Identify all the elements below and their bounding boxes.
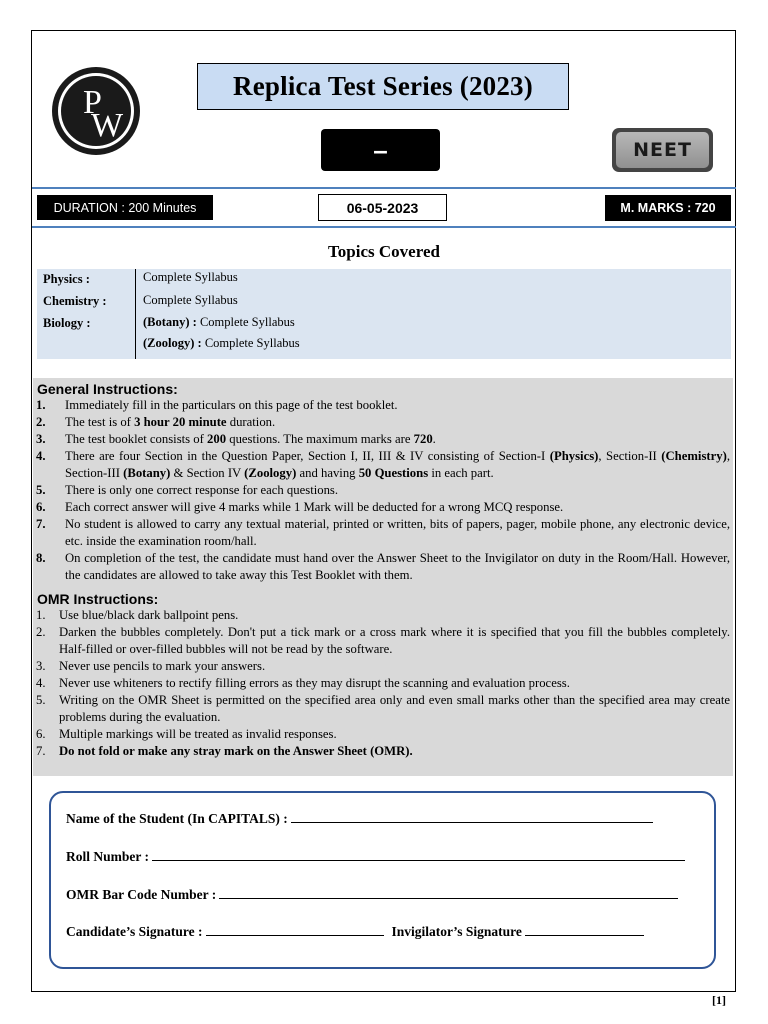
student-name-label: Name of the Student (In CAPITALS) :: [66, 811, 288, 826]
topics-table: [37, 269, 731, 359]
item-number: 2.: [36, 625, 46, 639]
list-item: [33, 499, 733, 516]
zoology-value: Complete Syllabus: [201, 336, 300, 350]
test-title: Replica Test Series (2023): [197, 63, 569, 110]
botany-label: (Botany) :: [143, 315, 197, 329]
list-item: [33, 675, 733, 692]
list-item: [33, 624, 733, 658]
topics-divider: [135, 269, 136, 359]
item-number: 8.: [36, 551, 46, 565]
item-bold: (Chemistry): [661, 449, 727, 463]
item-text: Each correct answer will give 4 marks while 1 Mark will be deducted for a wrong MCQ response.: [65, 500, 564, 514]
list-item: [33, 692, 733, 726]
item-text: There is only one correct response for each questions.: [65, 483, 339, 497]
list-item: [33, 726, 733, 743]
item-bold: 50 Questions: [358, 466, 429, 480]
item-number: 3.: [36, 659, 46, 673]
topic-label-biology: Biology :: [43, 316, 91, 330]
item-text: There are four Section in the Question Paper, Section I, II, III & IV consisting of Section-I: [65, 449, 550, 463]
omr-code-label: OMR Bar Code Number :: [66, 887, 217, 902]
item-text: No student is allowed to carry any textual material, printed or written, bits of papers, pager, mobile phone, any electronic device, etc. inside the examination room/hall.: [65, 517, 730, 548]
candidate-signature-field[interactable]: [206, 923, 384, 936]
item-text: On completion of the test, the candidate must hand over the Answer Sheet to the Invigilator on duty in the Room/Hall. However, the candidates are allowed to take away this Test Booklet with them.: [65, 551, 730, 582]
omr-code-row: [66, 886, 678, 903]
invigilator-signature-field[interactable]: [525, 923, 644, 936]
divider-bottom: [32, 226, 736, 228]
list-item: [33, 743, 733, 760]
omr-instructions-list: [33, 607, 733, 760]
list-item: [33, 658, 733, 675]
signature-row: [66, 923, 644, 940]
item-text: The test is of: [65, 415, 135, 429]
item-number: 4.: [36, 449, 46, 463]
student-name-row: [66, 810, 653, 827]
item-text: Immediately fill in the particulars on this page of the test booklet.: [65, 398, 398, 412]
roll-number-row: [66, 848, 685, 865]
topic-value-zoology: [143, 336, 300, 351]
list-item: [33, 516, 733, 550]
item-text: Never use pencils to mark your answers.: [59, 659, 266, 673]
list-item: [33, 482, 733, 499]
item-text: Multiple markings will be treated as invalid responses.: [59, 727, 337, 741]
neet-badge: [612, 128, 713, 172]
item-number: 6.: [36, 500, 46, 514]
list-item: [33, 431, 733, 448]
duration-badge: DURATION : 200 Minutes: [37, 195, 213, 220]
list-item: [33, 397, 733, 414]
item-bold: (Botany): [123, 466, 171, 480]
instructions-panel: [33, 378, 733, 776]
item-number: 7.: [36, 744, 46, 758]
student-name-field[interactable]: [291, 810, 653, 823]
item-bold: (Zoology): [244, 466, 297, 480]
item-text: .: [432, 432, 436, 446]
paper-code-box: –: [321, 129, 440, 171]
item-number: 7.: [36, 517, 46, 531]
invigilator-signature-label: Invigilator’s Signature: [391, 924, 522, 939]
topic-value-physics: Complete Syllabus: [143, 270, 238, 284]
item-bold: 3 hour 20 minute: [134, 415, 227, 429]
general-instructions-list: [33, 397, 733, 584]
item-number: 6.: [36, 727, 46, 741]
item-text: Writing on the OMR Sheet is permitted on the specified area only and even small marks other than the specified area may create problems during the evaluation.: [59, 693, 730, 724]
item-number: 3.: [36, 432, 46, 446]
item-text: Use blue/black dark ballpoint pens.: [59, 608, 239, 622]
item-bold: 200: [207, 432, 227, 446]
roll-number-label: Roll Number :: [66, 849, 149, 864]
item-text: in each part.: [428, 466, 494, 480]
list-item: [33, 448, 733, 482]
item-text: Darken the bubbles completely. Don't put a tick mark or a cross mark where it is specified that you fill the bubbles completely. Half-filled or over-filled bubbles will not be read by the software.: [59, 625, 730, 656]
item-bold: 720: [413, 432, 433, 446]
topic-label-physics: Physics :: [43, 272, 90, 286]
item-number: 2.: [36, 415, 46, 429]
item-number: 1.: [36, 608, 46, 622]
item-number: 5.: [36, 693, 46, 707]
pw-logo: [51, 66, 141, 156]
list-item: [33, 414, 733, 431]
zoology-label: (Zoology) :: [143, 336, 202, 350]
item-bold: Do not fold or make any stray mark on the Answer Sheet (OMR).: [59, 744, 413, 758]
page-number: [1]: [712, 993, 726, 1007]
item-number: 1.: [36, 398, 46, 412]
list-item: [33, 550, 733, 584]
logo-letter-w: W: [91, 107, 124, 144]
general-instructions-heading: General Instructions:: [37, 381, 178, 397]
divider-top: [32, 187, 736, 189]
item-text: and having: [296, 466, 359, 480]
item-number: 4.: [36, 676, 46, 690]
topic-label-chemistry: Chemistry :: [43, 294, 107, 308]
item-bold: (Physics): [549, 449, 599, 463]
roll-number-field[interactable]: [152, 848, 685, 861]
omr-instructions-heading: OMR Instructions:: [37, 591, 159, 607]
max-marks-badge: M. MARKS : 720: [605, 195, 731, 221]
list-item: [33, 607, 733, 624]
item-text: , Section-III: [65, 449, 730, 480]
botany-value: Complete Syllabus: [196, 315, 295, 329]
topics-heading: Topics Covered: [328, 242, 440, 261]
item-text: Never use whiteners to rectify filling errors as they may disrupt the scanning and evaluation process.: [59, 676, 570, 690]
logo-letter-p: P: [83, 84, 102, 121]
omr-code-field[interactable]: [219, 886, 678, 899]
candidate-signature-label: Candidate’s Signature :: [66, 924, 203, 939]
topic-value-chemistry: Complete Syllabus: [143, 293, 238, 307]
item-number: 5.: [36, 483, 46, 497]
topic-value-botany: [143, 315, 295, 330]
exam-date: 06-05-2023: [318, 194, 447, 221]
item-text: , Section-II: [598, 449, 662, 463]
neet-badge-label: NEET: [616, 132, 709, 168]
item-text: & Section IV: [170, 466, 245, 480]
student-details-box: [49, 791, 716, 969]
item-text: duration.: [226, 415, 276, 429]
item-text: questions. The maximum marks are: [226, 432, 414, 446]
item-text: The test booklet consists of: [65, 432, 208, 446]
